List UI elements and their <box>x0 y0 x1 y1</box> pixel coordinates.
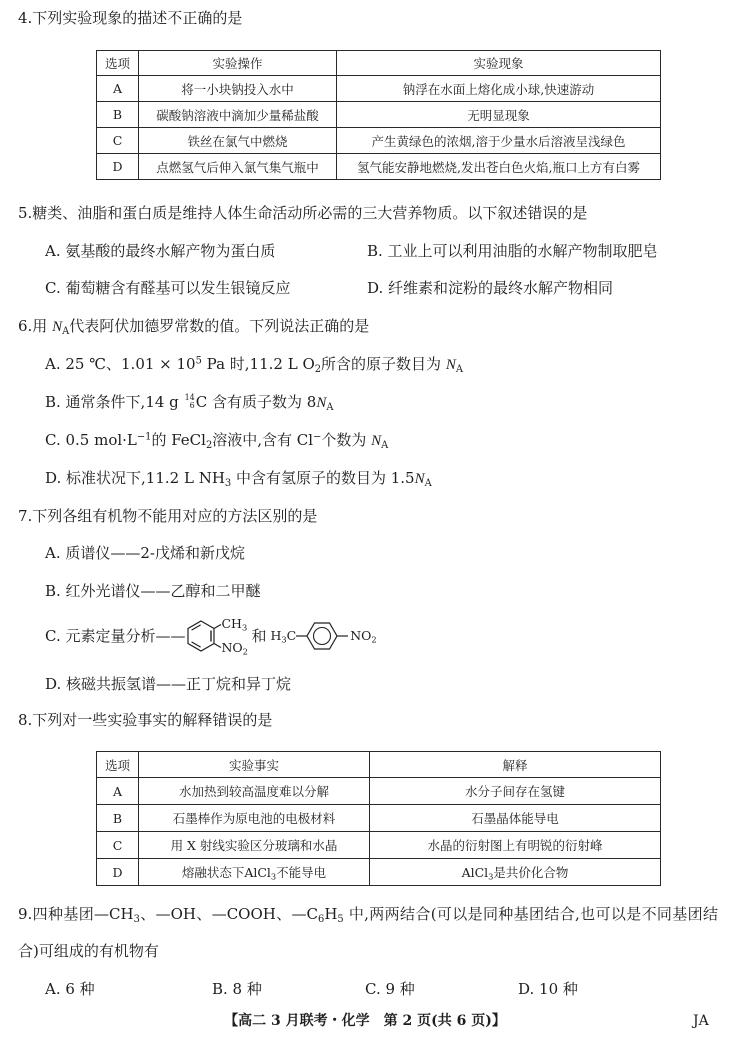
subscript: 3 <box>488 871 494 882</box>
nitro-group-label <box>221 641 247 655</box>
q9-option-a: A. 6 种 <box>45 980 95 998</box>
option-text: 溶液中,含有 Cl <box>212 431 314 449</box>
q7-option-a: A. 质谱仪——2-戊烯和新戊烷 <box>45 544 245 562</box>
header-option: 选项 <box>97 51 139 76</box>
q5-option-b: B. 工业上可以利用油脂的水解产物制取肥皂 <box>367 242 658 260</box>
option-text: C. 0.5 mol·L <box>45 431 137 449</box>
q8-table <box>96 751 661 886</box>
subscript: 2 <box>205 440 213 452</box>
option-text: C 含有质子数为 8 <box>195 393 317 411</box>
benzene-ring-icon <box>296 616 350 656</box>
option-text: B. 通常条件下,14 g <box>45 393 184 411</box>
fact-cell: 用 X 射线实验区分玻璃和水晶 <box>139 832 370 859</box>
subscript: 2 <box>371 634 377 645</box>
table-row <box>97 832 661 859</box>
header-explanation: 解释 <box>370 752 661 778</box>
option-text: D. 标准状况下,11.2 L NH <box>45 469 225 487</box>
operation-cell: 点燃氢气后伸入氯气集气瓶中 <box>139 154 337 180</box>
option-text: A. 25 ℃、1.01 × 10 <box>45 355 196 373</box>
fact-cell: 石墨棒作为原电池的电极材料 <box>139 805 370 832</box>
table-row <box>97 805 661 832</box>
option-text: C. 元素定量分析—— <box>45 627 186 645</box>
subscript: 3 <box>133 914 140 926</box>
avogadro-symbol: N <box>316 395 327 411</box>
subscript: 3 <box>241 622 248 633</box>
phenomenon-cell: 氢气能安静地燃烧,发出苍白色火焰,瓶口上方有白雾 <box>337 154 661 180</box>
exponent: −1 <box>136 431 152 443</box>
row-label: D <box>97 154 139 180</box>
subscript: 3 <box>270 871 277 882</box>
q7-option-c <box>45 616 377 656</box>
q9-stem-line-2: 合)可组成的有机物有 <box>18 942 159 960</box>
group-text: H <box>270 628 282 643</box>
phenomenon-cell: 产生黄绿色的浓烟,溶于少量水后溶液呈浅绿色 <box>337 128 661 154</box>
phenomenon-cell: 钠浮在水面上熔化成小球,快速游动 <box>337 76 661 102</box>
atomic-number: 6 <box>189 401 195 410</box>
option-text: 中含有氢原子的数目为 1.5 <box>231 469 415 487</box>
q6-stem-lead: 6.用 <box>18 317 53 335</box>
header-phenomenon: 实验现象 <box>337 51 661 76</box>
stem-text: H <box>324 905 338 923</box>
q5-option-a: A. 氨基酸的最终水解产物为蛋白质 <box>45 242 276 260</box>
subscript: 3 <box>224 478 232 490</box>
row-label: D <box>97 859 139 886</box>
operation-cell: 铁丝在氯气中燃烧 <box>139 128 337 154</box>
stem-text: 、—OH、—COOH、—C <box>139 905 319 923</box>
table-header-row <box>97 752 661 778</box>
q8-stem: 8.下列对一些实验事实的解释错误的是 <box>18 711 273 729</box>
nitro-group-label <box>350 626 376 646</box>
cell-text: 不能导电 <box>276 865 327 880</box>
option-text: 的 FeCl <box>151 431 206 449</box>
operation-cell: 碳酸钠溶液中滴加少量稀盐酸 <box>139 102 337 128</box>
isotope-notation <box>185 394 195 410</box>
header-operation: 实验操作 <box>139 51 337 76</box>
table-row <box>97 778 661 805</box>
q6-option-b <box>45 392 333 412</box>
group-text: NO <box>350 628 372 643</box>
q6-stem-rest: 代表阿伏加德罗常数的值。下列说法正确的是 <box>69 317 370 335</box>
methyl-group-label <box>271 626 297 646</box>
q9-stem-line-1 <box>18 904 718 924</box>
fact-cell <box>139 859 370 886</box>
row-label: C <box>97 128 139 154</box>
option-text: 个数为 <box>321 431 372 449</box>
option-text: 所含的原子数目为 <box>321 355 446 373</box>
avogadro-subscript: A <box>381 440 389 452</box>
subscript: 5 <box>337 914 344 926</box>
row-label: C <box>97 832 139 859</box>
row-label: B <box>97 805 139 832</box>
avogadro-symbol: N <box>445 357 456 373</box>
cell-text: 熔融状态下AlCl <box>181 865 271 880</box>
table-row <box>97 76 661 102</box>
q6-stem <box>18 316 369 336</box>
page-footer: 【高二 3 月联考・化学 第 2 页(共 6 页)】 <box>224 1013 506 1029</box>
row-label: B <box>97 102 139 128</box>
table-row <box>97 859 661 886</box>
avogadro-symbol: N <box>52 319 63 335</box>
stem-text: 中,两两结合(可以是同种基团结合,也可以是不同基团结 <box>343 905 718 923</box>
q6-option-d <box>45 468 432 488</box>
avogadro-subscript: A <box>62 326 70 338</box>
table-header-row <box>97 51 661 76</box>
o-nitrotoluene-structure <box>185 616 247 656</box>
q7-option-b: B. 红外光谱仪——乙醇和二甲醚 <box>45 582 261 600</box>
avogadro-subscript: A <box>424 478 432 490</box>
subscript: 3 <box>281 634 287 645</box>
ion-charge: − <box>313 431 322 443</box>
q9-option-b: B. 8 种 <box>212 980 262 998</box>
explanation-cell: 石墨晶体能导电 <box>370 805 661 832</box>
fact-cell: 水加热到较高温度难以分解 <box>139 778 370 805</box>
avogadro-symbol: N <box>414 471 425 487</box>
methyl-group-label <box>221 617 247 631</box>
explanation-cell <box>370 859 661 886</box>
mass-number: 14 <box>184 393 195 402</box>
row-label: A <box>97 76 139 102</box>
option-text: Pa 时,11.2 L O <box>201 355 315 373</box>
subscript: 6 <box>318 914 325 926</box>
operation-cell: 将一小块钠投入水中 <box>139 76 337 102</box>
conjunction: 和 <box>251 627 267 645</box>
explanation-cell: 水晶的衍射图上有明锐的衍射峰 <box>370 832 661 859</box>
q5-stem: 5.糖类、油脂和蛋白质是维持人体生命活动所必需的三大营养物质。以下叙述错误的是 <box>18 204 588 222</box>
q7-stem: 7.下列各组有机物不能用对应的方法区别的是 <box>18 507 318 525</box>
benzene-ring-icon <box>185 616 223 656</box>
header-fact: 实验事实 <box>139 752 370 778</box>
q4-table <box>96 50 661 180</box>
q9-option-c: C. 9 种 <box>365 980 415 998</box>
explanation-cell: 水分子间存在氢键 <box>370 778 661 805</box>
q6-option-c <box>45 430 388 450</box>
avogadro-symbol: N <box>371 433 382 449</box>
q5-option-d: D. 纤维素和淀粉的最终水解产物相同 <box>367 279 614 297</box>
header-option: 选项 <box>97 752 139 778</box>
exponent: 5 <box>195 355 202 367</box>
table-row <box>97 102 661 128</box>
avogadro-subscript: A <box>326 402 334 414</box>
table-row <box>97 154 661 180</box>
q5-option-c: C. 葡萄糖含有醛基可以发生银镜反应 <box>45 279 291 297</box>
table-row <box>97 128 661 154</box>
q4-stem: 4.下列实验现象的描述不正确的是 <box>18 9 243 27</box>
subscript: 2 <box>314 364 322 376</box>
cell-text: AlCl <box>461 865 489 880</box>
q9-option-d: D. 10 种 <box>518 980 578 998</box>
q7-option-d: D. 核磁共振氢谱——正丁烷和异丁烷 <box>45 675 292 693</box>
group-text: CH <box>221 616 242 631</box>
cell-text: 是共价化合物 <box>493 865 569 880</box>
q6-option-a <box>45 354 463 374</box>
avogadro-subscript: A <box>455 364 463 376</box>
subscript: 2 <box>242 646 248 657</box>
paper-code: JA <box>693 1013 709 1029</box>
stem-text: 9.四种基团—CH <box>18 905 134 923</box>
group-text: C <box>286 628 297 643</box>
row-label: A <box>97 778 139 805</box>
group-text: NO <box>221 640 243 655</box>
phenomenon-cell: 无明显现象 <box>337 102 661 128</box>
